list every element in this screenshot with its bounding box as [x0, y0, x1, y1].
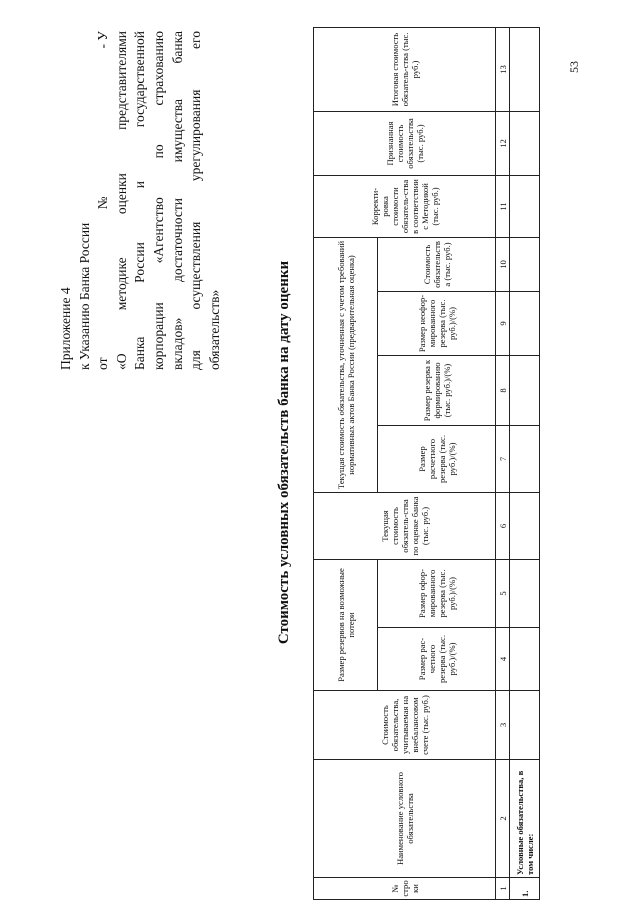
header-total-cost: Итоговая стоимость обязатель-ства (тыс. руб.): [314, 27, 496, 111]
column-number: 3: [496, 691, 510, 760]
page-number: 53: [567, 61, 581, 73]
header-reserves-group: Размер резервов на возможные потери: [314, 560, 378, 691]
row-liability-name: Условные обязательства, в том числе:: [510, 760, 540, 878]
column-number: 2: [496, 760, 510, 878]
document-title: Стоимость условных обязательств банка на дату оценки: [276, 260, 292, 645]
header-refined-calculated-reserve: Размер расчетного резерва (тыс. руб.)/(%): [378, 426, 496, 493]
header-current-cost-bank: Текущая стоимость обязатель-ства по оценке банка (тыс. руб.): [314, 493, 496, 560]
header-calculated-reserve: Размер рас-четного резерва (тыс. руб.)/(%): [378, 628, 496, 691]
number-suffix: - У: [95, 31, 111, 49]
header-refined-cost: Стоимость обязательства (тыс. руб.): [378, 237, 496, 291]
table-cell: [510, 691, 540, 760]
column-number: 4: [496, 628, 510, 691]
directive-title-line: вкладов» достаточности имущества банка: [169, 31, 185, 370]
column-number: 11: [496, 175, 510, 237]
column-numbers-row: [496, 27, 510, 899]
number-label: №: [95, 196, 111, 210]
row-number: 1.: [510, 878, 540, 900]
header-adjustment: Корректи-ровка стоимости обязатель-ства в соответствии с Методикой (тыс. руб.): [314, 175, 496, 237]
directive-title-line: обязательств»: [206, 289, 222, 370]
table-cell: [510, 27, 540, 111]
table-cell: [510, 628, 540, 691]
table-cell: [510, 111, 540, 175]
table-cell: [510, 560, 540, 628]
column-number: 5: [496, 560, 510, 628]
table-cell: [510, 426, 540, 493]
liabilities-table: [313, 27, 540, 900]
header-recognized-cost: Признанная стоимость обязательства (тыс. руб.): [314, 111, 496, 175]
header-formed-reserve: Размер офор-мированного резерва (тыс. руб.)/(%): [378, 560, 496, 628]
table-cell: [510, 237, 540, 291]
header-refined-cost-group: Текущая стоимость обязательства, уточненная с учетом требований нормативных актов Банка России (предварительная оценка): [314, 237, 378, 492]
directive-title-line: Банка России и государственной: [132, 31, 148, 370]
column-number: 7: [496, 426, 510, 493]
appendix-reference: к Указанию Банка России: [76, 222, 92, 370]
header-off-balance-cost: Стоимость обязательства, учитываемая на внебалансовом счете (тыс. руб.): [314, 691, 496, 760]
column-number: 13: [496, 27, 510, 111]
table-row: [510, 27, 540, 899]
table-cell: [510, 175, 540, 237]
column-number: 10: [496, 237, 510, 291]
header-reserve-to-form: Размер резерва к формированию (тыс. руб.)/(%): [378, 356, 496, 426]
column-number: 8: [496, 356, 510, 426]
table-cell: [510, 292, 540, 356]
table-cell: [510, 493, 540, 560]
appendix-number: Приложение 4: [58, 287, 73, 370]
header-liability-name: Наименование условного обязательства: [314, 760, 496, 878]
date-label: от: [95, 357, 111, 370]
directive-title-line: корпорации «Агентство по страхованию: [150, 31, 166, 370]
column-number: 9: [496, 292, 510, 356]
header-row-number: № строки: [314, 878, 496, 900]
table-cell: [510, 356, 540, 426]
column-number: 6: [496, 493, 510, 560]
date-number-line: [94, 31, 113, 370]
column-number: 1: [496, 878, 510, 900]
appendix-header: [57, 31, 224, 370]
directive-title-line: для осуществления урегулирования его: [188, 31, 204, 370]
directive-title-line: «О методике оценки представителями: [113, 31, 129, 370]
column-number: 12: [496, 111, 510, 175]
header-unformed-reserve: Размер неофор-мированного резерва (тыс. руб.)/(%): [378, 292, 496, 356]
